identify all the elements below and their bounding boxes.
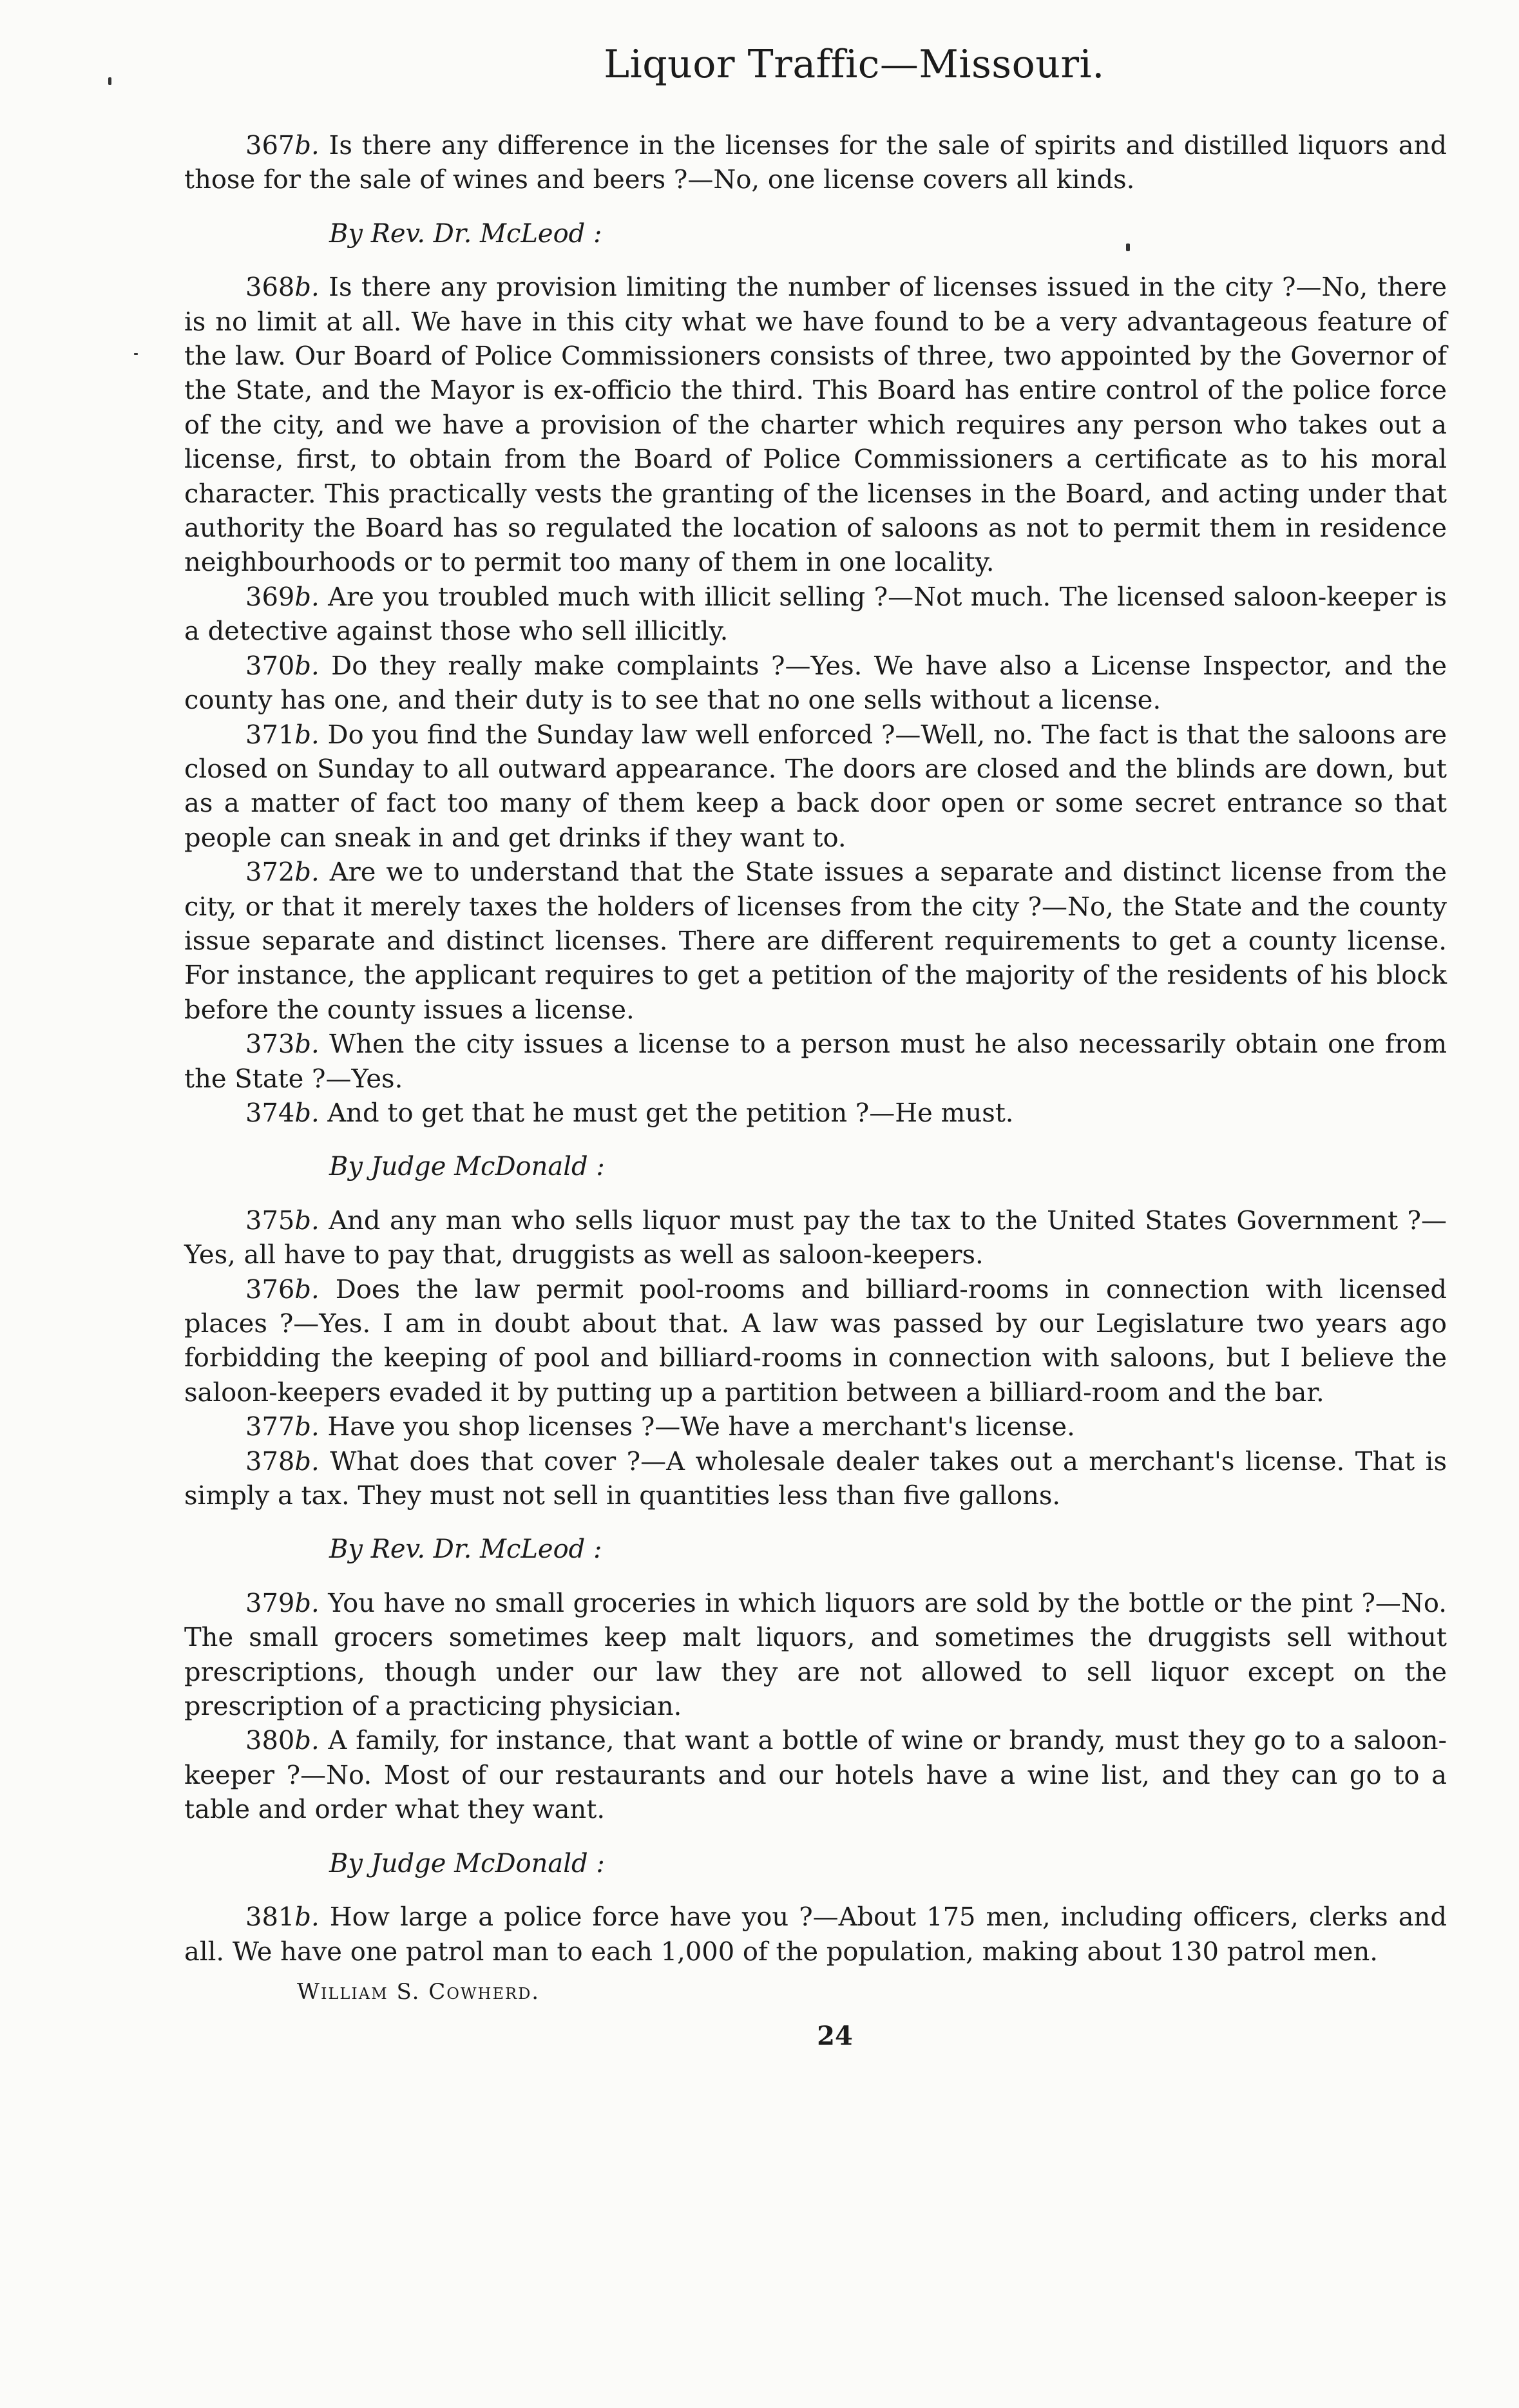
question-number: 379b. <box>245 1588 320 1618</box>
question-text: Are you troubled much with illicit selling ?—Not much. The licensed saloon-keeper is a detective against those who sell illicitly. <box>184 582 1447 647</box>
question-number: 377b. <box>245 1412 320 1442</box>
question-number: 380b. <box>245 1726 320 1756</box>
question-text: Does the law permit pool-rooms and billiard-rooms in connection with licensed places ?—Yes. I am in doubt about that. A law was passed by our Legislature two years ago forbidding the keeping of pool and billiard-rooms in connection with saloons, but I believe the saloon-keepers evaded it by putting up a partition between a billiard-room and the bar. <box>184 1274 1447 1408</box>
question-text: Do they really make complaints ?—Yes. We have also a License Inspector, and the county has one, and their duty is to see that no one sells without a license. <box>184 651 1447 716</box>
question-number: 374b. <box>245 1098 320 1128</box>
question-text: Is there any provision limiting the number of licenses issued in the city ?—No, there is no limit at all. We have in this city what we have found to be a very advantageous feature of the law. Our Board of Police Commissioners consists of three, two appointed by the Governor of the State, and the Mayor is ex-officio the third. This Board has entire control of the police force of the city, and we have a provision of the charter which requires any person who takes out a license, first, to obtain from the Board of Police Commissioners a certificate as to his moral character. This practically vests the granting of the licenses in the Board, and acting under that authority the Board has so regulated the location of saloons as not to permit them in residence neighbourhoods or to permit too many of them in one locality. <box>184 272 1447 578</box>
speaker-heading: By Rev. Dr. McLeod : <box>329 218 602 249</box>
question-paragraph <box>184 1027 1447 1096</box>
question-paragraph <box>184 1204 1447 1273</box>
question-paragraph <box>184 129 1447 198</box>
question-paragraph <box>184 1410 1447 1444</box>
question-paragraph <box>184 271 1447 580</box>
page-body <box>184 42 1447 2051</box>
question-paragraph <box>184 649 1447 718</box>
question-text: Do you find the Sunday law well enforced ?—Well, no. The fact is that the saloons are closed on Sunday to all outward appearance. The doors are closed and the blinds are down, but as a matter of fact too many of them keep a back door open or some secret entrance so that people can sneak in and get drinks if they want to. <box>184 720 1447 853</box>
question-paragraph <box>184 855 1447 1027</box>
question-text: A family, for instance, that want a bottle of wine or brandy, must they go to a saloon-keeper ?—No. Most of our restaurants and our hotels have a wine list, and they can go to a table and order what they want. <box>184 1726 1447 1825</box>
question-number: 378b. <box>245 1446 320 1476</box>
question-text: You have no small groceries in which liquors are sold by the bottle or the pint ?—No. The small grocers sometimes keep malt liquors, and sometimes the druggists sell without prescriptions, though under our law they are not allowed to sell liquor except on the prescription of a practicing physician. <box>184 1588 1447 1722</box>
question-text: What does that cover ?—A wholesale dealer takes out a merchant's license. That is simply a tax. They must not sell in quantities less than five gallons. <box>184 1446 1447 1511</box>
running-title: Liquor Traffic—Missouri. <box>604 42 1105 87</box>
speaker-heading: By Rev. Dr. McLeod : <box>329 1534 602 1565</box>
question-text: Are we to understand that the State issues a separate and distinct license from the city, or that it merely taxes the holders of licenses from the city ?—No, the State and the county issue separate and distinct licenses. There are different requirements to get a county license. For instance, the applicant requires to get a petition of the majority of the residents of his block before the county issues a license. <box>184 857 1447 1025</box>
speaker-heading: By Judge McDonald : <box>329 1848 605 1878</box>
witness-signature: William S. Cowherd. <box>297 1978 540 2005</box>
question-number: 369b. <box>245 582 320 612</box>
question-number: 370b. <box>245 651 320 681</box>
question-paragraph <box>184 1096 1447 1131</box>
question-paragraph <box>184 1273 1447 1411</box>
question-text: Have you shop licenses ?—We have a merchant's license. <box>319 1412 1075 1442</box>
scan-speck <box>134 353 138 355</box>
question-number: 375b. <box>245 1205 320 1236</box>
question-paragraph <box>184 1900 1447 1969</box>
question-text: And any man who sells liquor must pay the tax to the United States Government ?—Yes, all have to pay that, druggists as well as saloon-keepers. <box>184 1205 1447 1270</box>
question-number: 367b. <box>245 131 320 160</box>
question-paragraph <box>184 1724 1447 1827</box>
question-paragraph <box>184 580 1447 649</box>
question-text: How large a police force have you ?—About 175 men, including officers, clerks and all. We have one patrol man to each 1,000 of the population, making about 130 patrol men. <box>184 1902 1447 1967</box>
question-paragraph <box>184 718 1447 856</box>
question-text: Is there any difference in the licenses for the sale of spirits and distilled liquors and those for the sale of wines and beers ?—No, one license covers all kinds. <box>184 131 1447 195</box>
scan-speck <box>1126 244 1130 251</box>
question-number: 381b. <box>245 1902 320 1933</box>
question-text: And to get that he must get the petition ?—He must. <box>319 1098 1014 1128</box>
page-content <box>184 129 1447 2008</box>
question-number: 372b. <box>245 857 320 888</box>
page-number: 24 <box>817 2020 853 2051</box>
question-number: 368b. <box>245 272 320 303</box>
question-number: 373b. <box>245 1029 320 1060</box>
question-paragraph <box>184 1445 1447 1514</box>
question-number: 376b. <box>245 1274 320 1304</box>
speaker-heading: By Judge McDonald : <box>329 1152 605 1182</box>
question-paragraph <box>184 1587 1447 1725</box>
question-text: When the city issues a license to a person must he also necessarily obtain one from the State ?—Yes. <box>184 1029 1447 1094</box>
scan-speck <box>108 77 111 85</box>
question-number: 371b. <box>245 720 320 750</box>
